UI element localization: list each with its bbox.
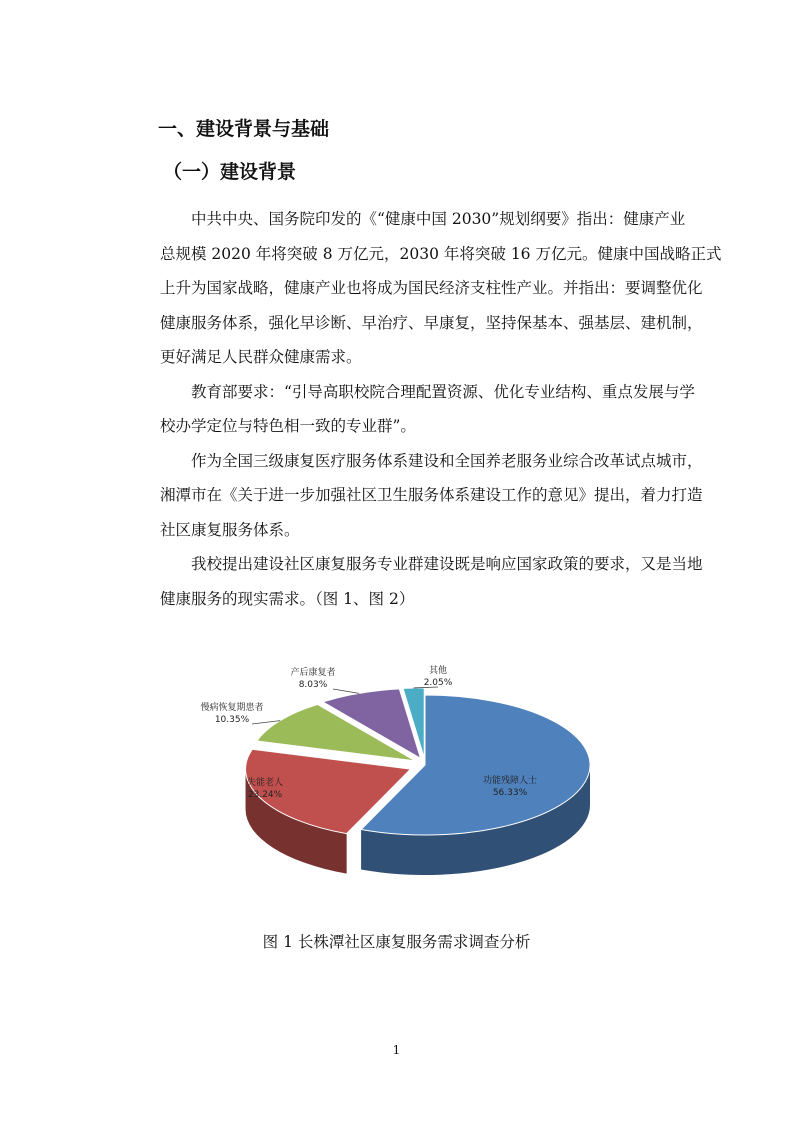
slice-value-label: 10.35% [214,715,250,725]
text-line: 上升为国家战略，健康产业也将成为国民经济支柱性产业。并指出：要调整优化 [160,279,703,297]
slice-label: 产后康复者 [290,668,336,678]
paragraph [160,375,695,444]
text-line: 总规模 2020 年将突破 8 万亿元，2030 年将突破 16 万亿元。健康中国战略正式 [160,244,722,263]
paragraph [160,202,722,375]
slice-label: 失能老人 [246,778,284,788]
slice-label: 功能残障人士 [482,776,538,786]
text-line: 校办学定位与特色相一致的专业群”。 [160,417,416,435]
page-number: 1 [392,1043,401,1057]
text-line: 教育部要求：“引导高职校院合理配置资源、优化专业结构、重点发展与学 [191,382,695,401]
body-text [160,202,722,616]
slice-value-label: 2.05% [423,678,453,688]
pie-chart-svg [180,655,620,920]
text-line: 社区康复服务体系。 [160,520,300,539]
leader-line [333,689,359,693]
text-line: 湘潭市在《关于进一步加强社区卫生服务体系建设工作的意见》提出，着力打造 [160,486,703,504]
slice-value-label: 8.03% [298,680,328,690]
text-line: 健康服务的现实需求。（图 1、图 2） [160,589,415,608]
paragraph [160,547,703,616]
text-line: 健康服务体系，强化早诊断、早治疗、早康复，坚持保基本、强基层、建机制， [160,313,703,332]
text-line: 作为全国三级康复医疗服务体系建设和全国养老服务业综合改革试点城市， [191,451,703,470]
slice-label: 慢病恢复期患者 [200,703,264,713]
text-line: 我校提出建设社区康复服务专业群建设既是响应国家政策的要求，又是当地 [191,555,703,573]
text-line: 中共中央、国务院印发的《“健康中国 2030”规划纲要》指出：健康产业 [191,210,686,228]
text-line: 更好满足人民群众健康需求。 [160,348,362,366]
figure-caption: 图 1 长株潭社区康复服务需求调查分析 [262,933,531,951]
pie-chart [180,655,620,920]
slice-label: 其他 [428,666,448,676]
slice-value-label: 23.24% [247,790,283,800]
section-heading: 一、建设背景与基础 [158,118,330,140]
slice-value-label: 56.33% [492,788,528,798]
paragraph [160,444,703,548]
subsection-heading: （一）建设背景 [163,161,297,183]
